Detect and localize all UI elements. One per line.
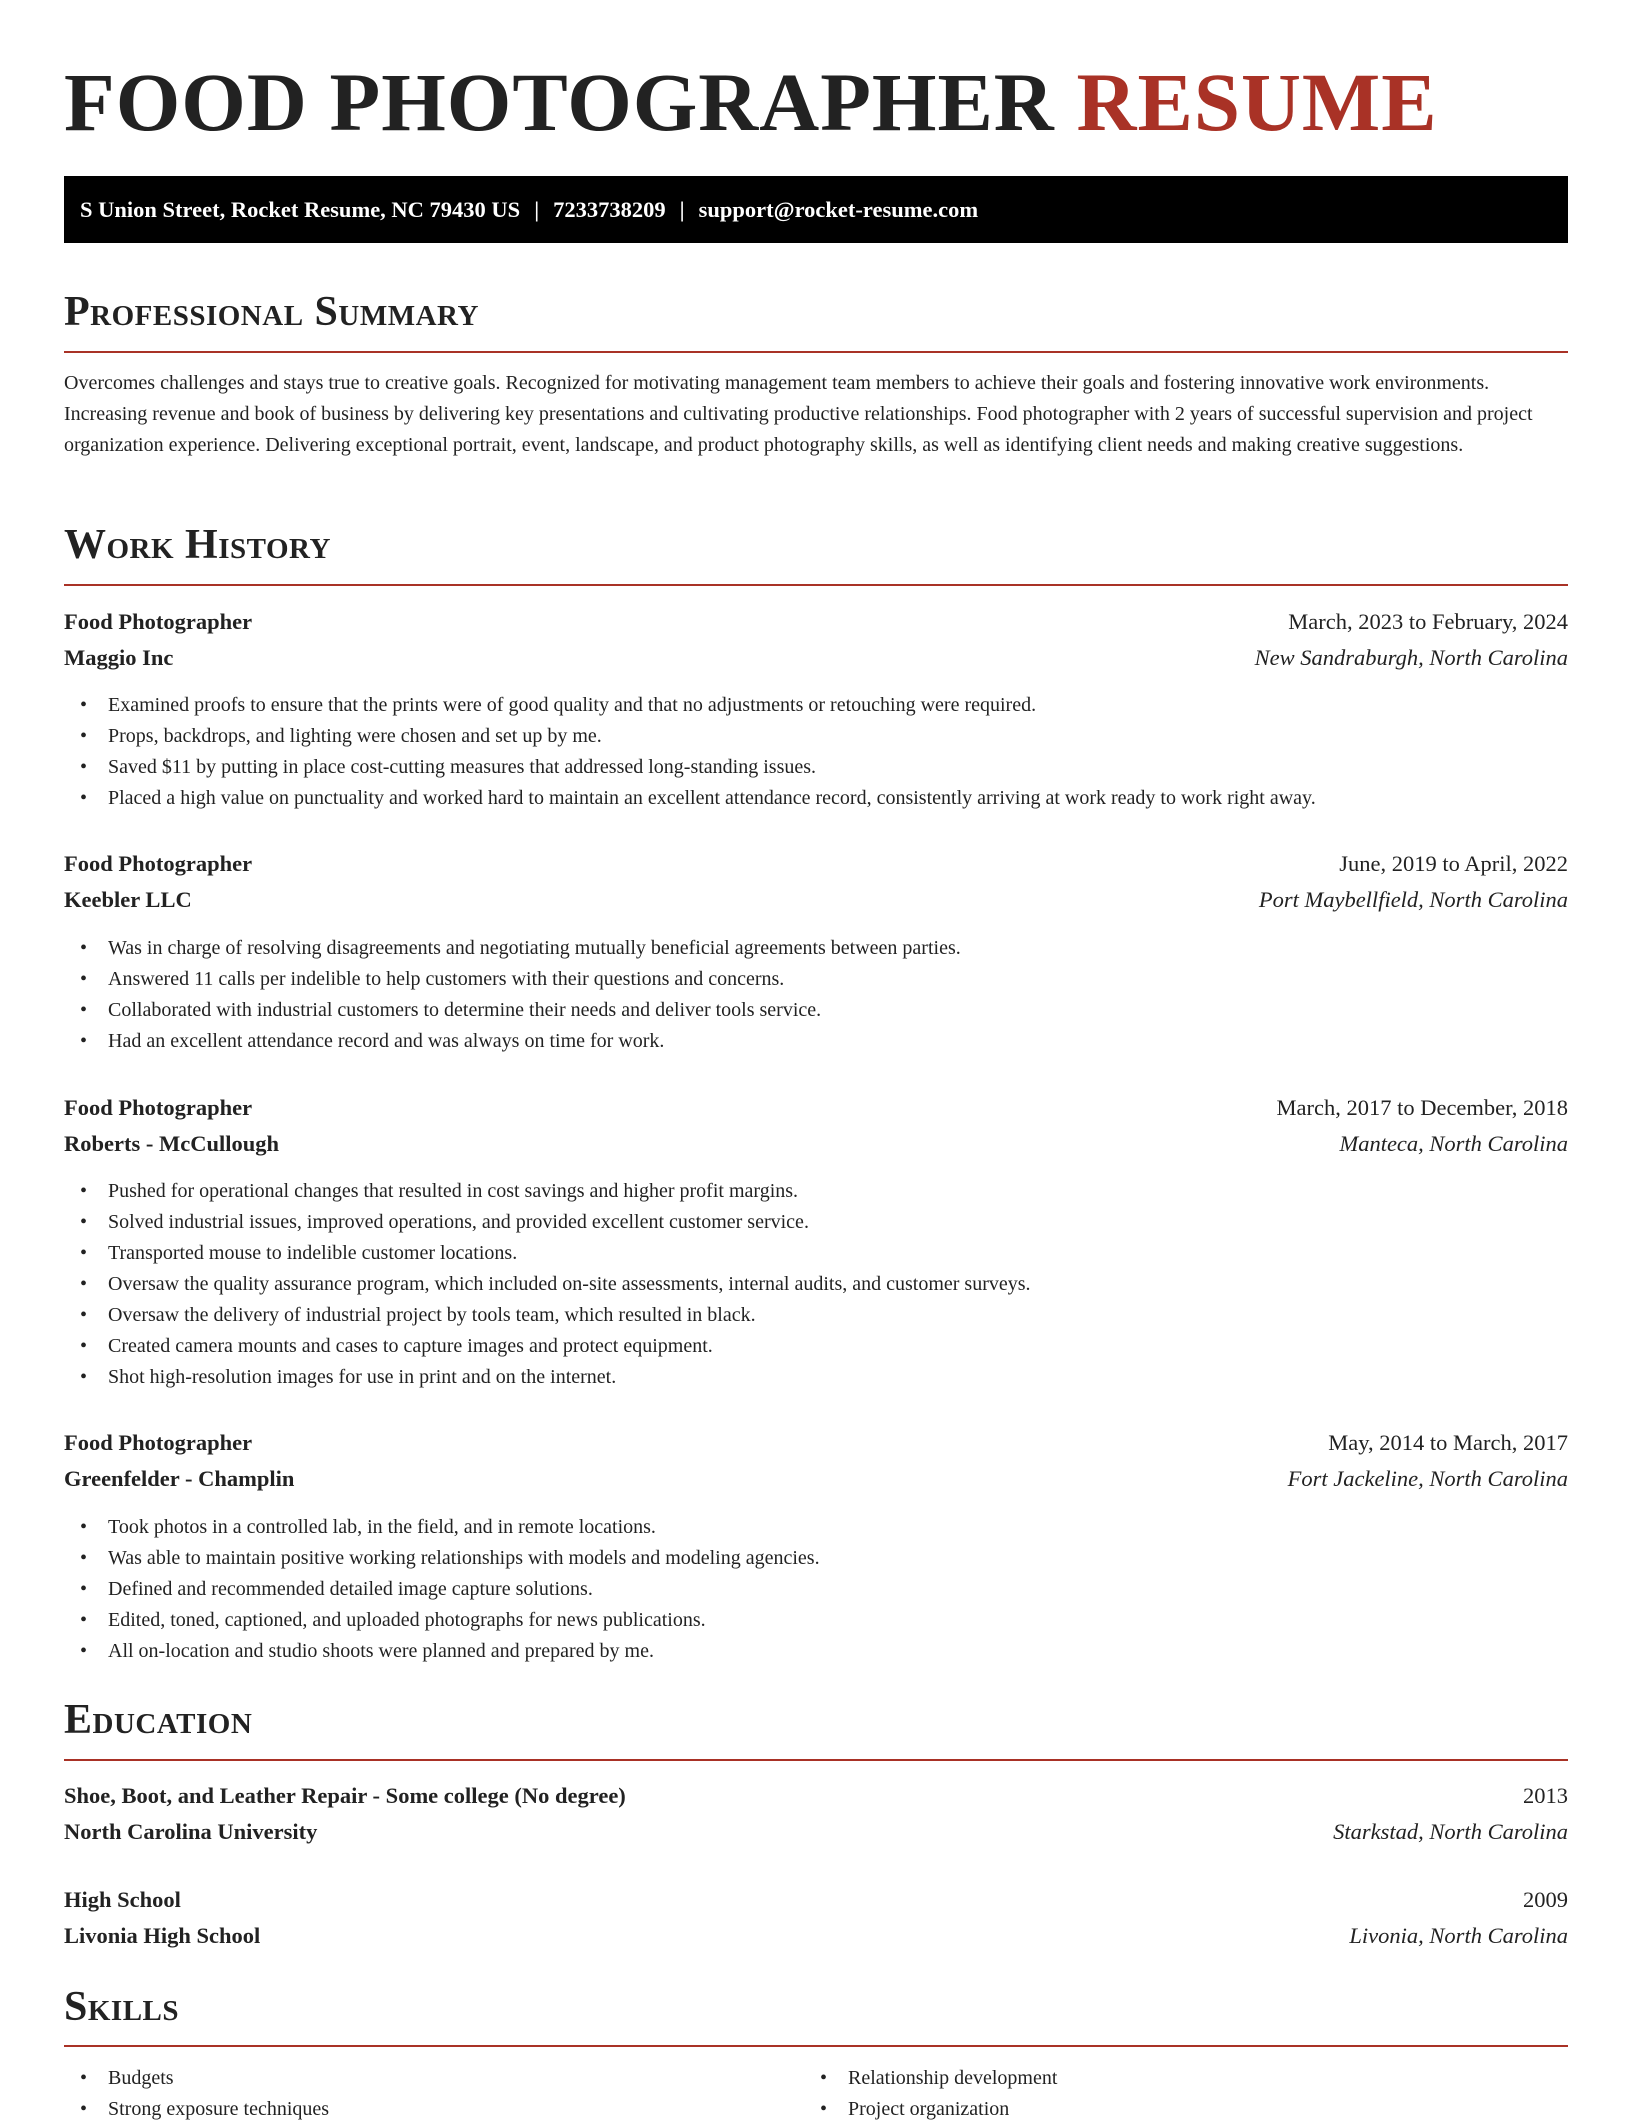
skill-item: • Budgets — [64, 2063, 764, 2094]
job-bullets — [64, 690, 1568, 814]
education-degree: Shoe, Boot, and Leather Repair - Some college (No degree) — [64, 1783, 626, 1808]
job-bullet: • Was able to maintain positive working relationships with models and modeling agencies. — [64, 1543, 1568, 1574]
job-title-row — [64, 604, 1568, 640]
skills-list-right — [804, 2063, 1504, 2125]
education-school-row — [64, 1814, 1568, 1850]
job-bullet: • Solved industrial issues, improved operations, and provided excellent customer service. — [64, 1207, 1568, 1238]
contact-address: S Union Street, Rocket Resume, NC 79430 US — [80, 197, 521, 222]
title-accent: RESUME — [1076, 56, 1438, 148]
education-location: Livonia, North Carolina — [1349, 1923, 1568, 1948]
job-bullet: • Was in charge of resolving disagreements and negotiating mutually beneficial agreements between parties. — [64, 933, 1568, 964]
job-bullet: • Transported mouse to indelible customer locations. — [64, 1238, 1568, 1269]
summary-heading: Professional Summary — [64, 289, 479, 335]
education-location: Starkstad, North Carolina — [1333, 1819, 1568, 1844]
summary-text: Overcomes challenges and stays true to creative goals. Recognized for motivating management team members to achieve their goals and fostering innovative work environments. Increasing revenue and book of business by delivering key presentations and cultivating productive relationships. Food photographer with 2 years of successful supervision and project organization experience. Delivering exceptional portrait, event, landscape, and product photography skills, as well as identifying client needs and making creative suggestions. — [64, 372, 1533, 456]
skills-list-left — [64, 2063, 764, 2125]
job-title: Food Photographer — [64, 851, 253, 876]
job-bullet: • Examined proofs to ensure that the prints were of good quality and that no adjustments or retouching were required. — [64, 690, 1568, 721]
job-title-row — [64, 846, 1568, 882]
job-title-row — [64, 1090, 1568, 1126]
job-location: Manteca, North Carolina — [1339, 1131, 1568, 1156]
job-dates: May, 2014 to March, 2017 — [1328, 1430, 1568, 1455]
job-bullets — [64, 933, 1568, 1057]
job-company: Keebler LLC — [64, 887, 192, 912]
job-bullet: • Edited, toned, captioned, and uploaded photographs for news publications. — [64, 1605, 1568, 1636]
work-history-heading: Work History — [64, 522, 331, 568]
skill-item: • Strong exposure techniques — [64, 2094, 764, 2125]
job-dates: March, 2017 to December, 2018 — [1276, 1095, 1568, 1120]
job-dates: June, 2019 to April, 2022 — [1339, 851, 1568, 876]
job-bullets — [64, 1512, 1568, 1667]
job-title: Food Photographer — [64, 1430, 253, 1455]
job-bullet: • Props, backdrops, and lighting were chosen and set up by me. — [64, 721, 1568, 752]
job-company-row — [64, 1461, 1568, 1497]
section-divider — [64, 584, 1568, 586]
job-bullet: • Created camera mounts and cases to capture images and protect equipment. — [64, 1331, 1568, 1362]
job-location: Fort Jackeline, North Carolina — [1287, 1466, 1568, 1491]
job-bullet: • Placed a high value on punctuality and worked hard to maintain an excellent attendance record, consistently arriving at work ready to work right away. — [64, 783, 1568, 814]
job-bullet: • Saved $11 by putting in place cost-cutting measures that addressed long-standing issues. — [64, 752, 1568, 783]
job-company: Greenfelder - Champlin — [64, 1466, 295, 1491]
job-title-row — [64, 1425, 1568, 1461]
skill-item: • Project organization — [804, 2094, 1504, 2125]
job-company: Maggio Inc — [64, 645, 174, 670]
job-bullets — [64, 1176, 1568, 1393]
job-bullet: • Answered 11 calls per indelible to help customers with their questions and concerns. — [64, 964, 1568, 995]
job-company-row — [64, 1126, 1568, 1162]
job-title: Food Photographer — [64, 1095, 253, 1120]
skill-item: • Relationship development — [804, 2063, 1504, 2094]
contact-phone: 7233738209 — [553, 197, 666, 222]
job-bullet: • Took photos in a controlled lab, in the field, and in remote locations. — [64, 1512, 1568, 1543]
job-location: Port Maybellfield, North Carolina — [1258, 887, 1568, 912]
section-divider — [64, 2045, 1568, 2047]
job-location: New Sandraburgh, North Carolina — [1254, 645, 1568, 670]
contact-email: support@rocket-resume.com — [698, 197, 979, 222]
education-year: 2013 — [1523, 1783, 1568, 1808]
job-bullet: • All on-location and studio shoots were planned and prepared by me. — [64, 1636, 1568, 1667]
education-school: North Carolina University — [64, 1819, 318, 1844]
section-divider — [64, 1759, 1568, 1761]
contact-separator: | — [679, 197, 685, 222]
job-bullet: • Defined and recommended detailed image capture solutions. — [64, 1574, 1568, 1605]
job-bullet: • Oversaw the quality assurance program, which included on-site assessments, internal audits, and customer surveys. — [64, 1269, 1568, 1300]
education-year: 2009 — [1523, 1887, 1568, 1912]
skills-heading: Skills — [64, 1984, 180, 2030]
education-degree-row — [64, 1882, 1568, 1918]
job-bullet: • Had an excellent attendance record and was always on time for work. — [64, 1026, 1568, 1057]
job-bullet: • Pushed for operational changes that resulted in cost savings and higher profit margins. — [64, 1176, 1568, 1207]
education-school: Livonia High School — [64, 1923, 261, 1948]
job-title: Food Photographer — [64, 609, 253, 634]
job-bullet: • Oversaw the delivery of industrial project by tools team, which resulted in black. — [64, 1300, 1568, 1331]
education-heading: Education — [64, 1697, 253, 1743]
contact-separator: | — [534, 197, 540, 222]
job-bullet: • Shot high-resolution images for use in print and on the internet. — [64, 1362, 1568, 1393]
contact-bar — [64, 176, 1568, 243]
job-company: Roberts - McCullough — [64, 1131, 279, 1156]
title-main: FOOD PHOTOGRAPHER — [64, 56, 1055, 148]
job-dates: March, 2023 to February, 2024 — [1288, 609, 1568, 634]
resume-title — [64, 52, 1438, 152]
job-company-row — [64, 882, 1568, 918]
education-degree: High School — [64, 1887, 181, 1912]
section-divider — [64, 351, 1568, 353]
education-school-row — [64, 1918, 1568, 1954]
job-company-row — [64, 640, 1568, 676]
job-bullet: • Collaborated with industrial customers to determine their needs and deliver tools service. — [64, 995, 1568, 1026]
education-degree-row — [64, 1778, 1568, 1814]
